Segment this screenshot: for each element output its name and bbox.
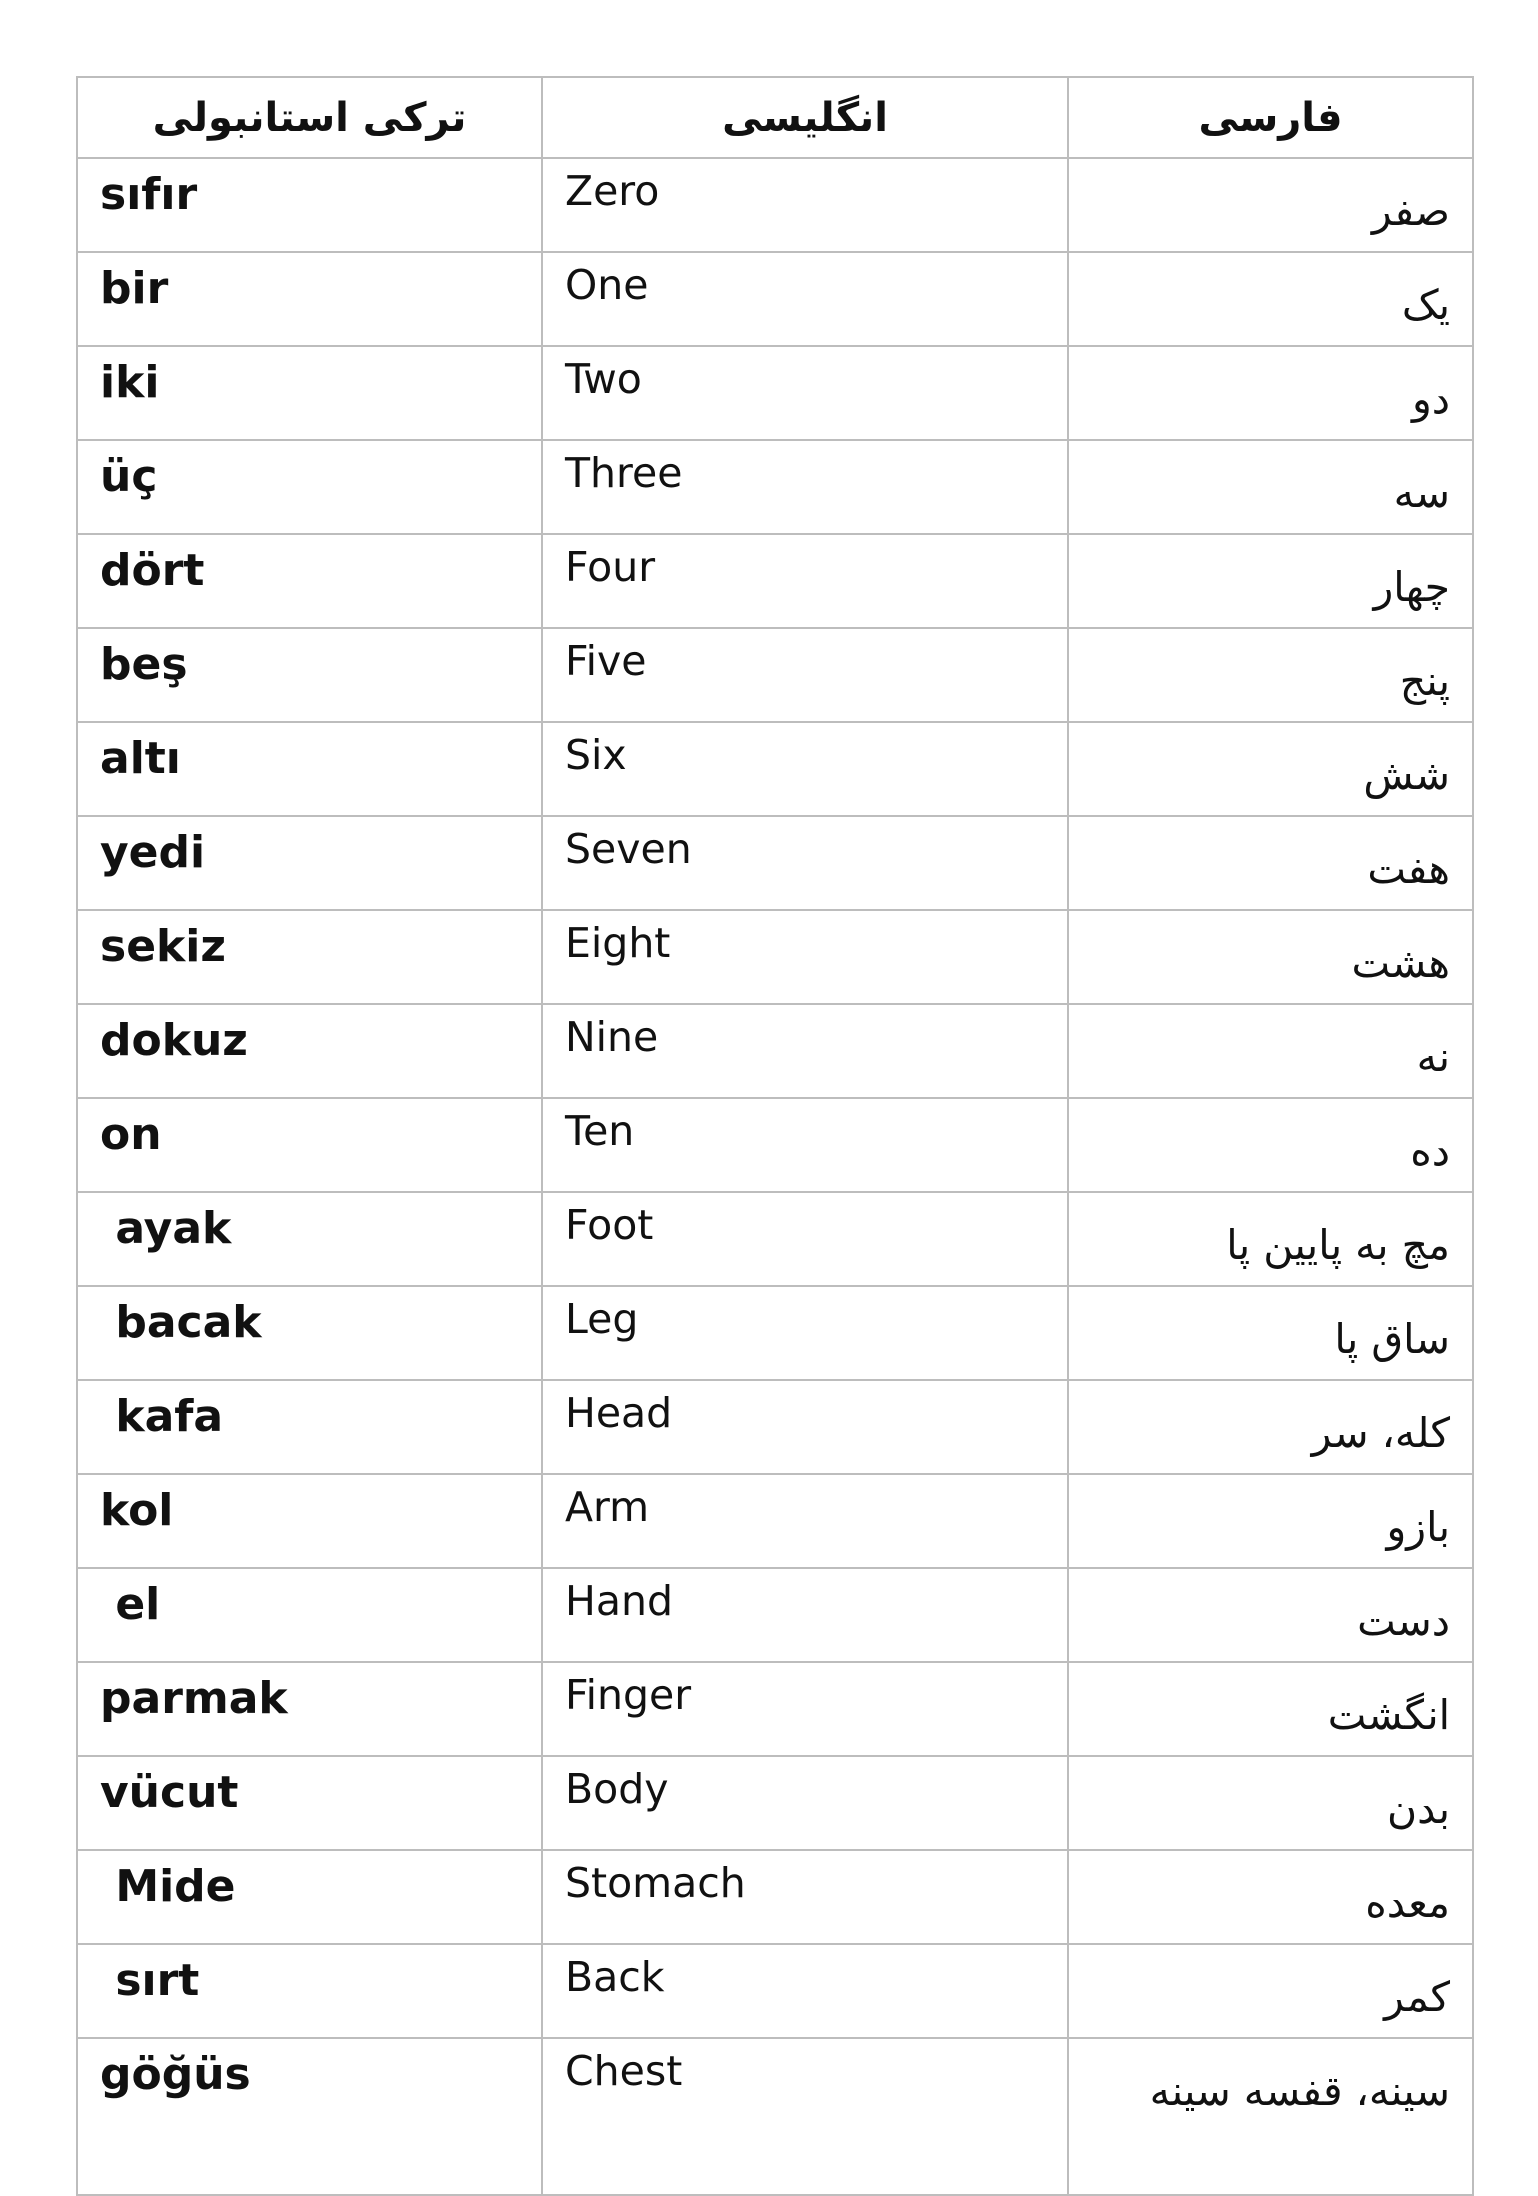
- header-turkish: ترکی استانبولی: [77, 77, 542, 158]
- turkish-word: sırt: [77, 1944, 542, 2038]
- persian-word: ده: [1068, 1098, 1473, 1192]
- english-word: Six: [542, 722, 1068, 816]
- table-row: [77, 722, 1473, 816]
- header-english: انگلیسی: [542, 77, 1068, 158]
- persian-word: سینه، قفسه سینه: [1068, 2038, 1473, 2195]
- english-word: Stomach: [542, 1850, 1068, 1944]
- table-row: [77, 346, 1473, 440]
- english-word: Three: [542, 440, 1068, 534]
- english-word: Five: [542, 628, 1068, 722]
- english-word: Seven: [542, 816, 1068, 910]
- turkish-word: ayak: [77, 1192, 542, 1286]
- vocabulary-table: [76, 76, 1474, 2196]
- table-row: [77, 1474, 1473, 1568]
- turkish-word: dokuz: [77, 1004, 542, 1098]
- turkish-word: altı: [77, 722, 542, 816]
- persian-word: کله، سر: [1068, 1380, 1473, 1474]
- persian-word: بدن: [1068, 1756, 1473, 1850]
- persian-word: پنج: [1068, 628, 1473, 722]
- turkish-word: bacak: [77, 1286, 542, 1380]
- table-row: [77, 2038, 1473, 2195]
- turkish-word: sekiz: [77, 910, 542, 1004]
- persian-word: دو: [1068, 346, 1473, 440]
- english-word: Finger: [542, 1662, 1068, 1756]
- persian-word: سه: [1068, 440, 1473, 534]
- table-row: [77, 1568, 1473, 1662]
- english-word: Foot: [542, 1192, 1068, 1286]
- turkish-word: beş: [77, 628, 542, 722]
- header-persian: فارسی: [1068, 77, 1473, 158]
- english-word: Four: [542, 534, 1068, 628]
- english-word: Eight: [542, 910, 1068, 1004]
- english-word: Nine: [542, 1004, 1068, 1098]
- persian-word: کمر: [1068, 1944, 1473, 2038]
- table-row: [77, 816, 1473, 910]
- persian-word: معده: [1068, 1850, 1473, 1944]
- turkish-word: üç: [77, 440, 542, 534]
- persian-word: ساق پا: [1068, 1286, 1473, 1380]
- turkish-word: parmak: [77, 1662, 542, 1756]
- english-word: Head: [542, 1380, 1068, 1474]
- persian-word: یک: [1068, 252, 1473, 346]
- table-row: [77, 440, 1473, 534]
- english-word: Arm: [542, 1474, 1068, 1568]
- english-word: Hand: [542, 1568, 1068, 1662]
- table-row: [77, 1380, 1473, 1474]
- english-word: Leg: [542, 1286, 1068, 1380]
- persian-word: هشت: [1068, 910, 1473, 1004]
- table-row: [77, 1850, 1473, 1944]
- persian-word: بازو: [1068, 1474, 1473, 1568]
- english-word: Back: [542, 1944, 1068, 2038]
- english-word: Two: [542, 346, 1068, 440]
- turkish-word: kol: [77, 1474, 542, 1568]
- turkish-word: kafa: [77, 1380, 542, 1474]
- table-row: [77, 252, 1473, 346]
- persian-word: مچ به پایین پا: [1068, 1192, 1473, 1286]
- table-row: [77, 1098, 1473, 1192]
- english-word: Chest: [542, 2038, 1068, 2195]
- table-row: [77, 1944, 1473, 2038]
- table-row: [77, 1662, 1473, 1756]
- turkish-word: iki: [77, 346, 542, 440]
- turkish-word: Mide: [77, 1850, 542, 1944]
- table-row: [77, 1192, 1473, 1286]
- persian-word: انگشت: [1068, 1662, 1473, 1756]
- turkish-word: yedi: [77, 816, 542, 910]
- turkish-word: vücut: [77, 1756, 542, 1850]
- persian-word: هفت: [1068, 816, 1473, 910]
- persian-word: شش: [1068, 722, 1473, 816]
- table-row: [77, 158, 1473, 252]
- table-row: [77, 534, 1473, 628]
- table-row: [77, 1004, 1473, 1098]
- header-row: [77, 77, 1473, 158]
- turkish-word: sıfır: [77, 158, 542, 252]
- turkish-word: dört: [77, 534, 542, 628]
- english-word: Zero: [542, 158, 1068, 252]
- turkish-word: göğüs: [77, 2038, 542, 2195]
- table-row: [77, 628, 1473, 722]
- table-row: [77, 1286, 1473, 1380]
- persian-word: صفر: [1068, 158, 1473, 252]
- english-word: Body: [542, 1756, 1068, 1850]
- turkish-word: el: [77, 1568, 542, 1662]
- persian-word: دست: [1068, 1568, 1473, 1662]
- turkish-word: bir: [77, 252, 542, 346]
- table-row: [77, 910, 1473, 1004]
- table-row: [77, 1756, 1473, 1850]
- turkish-word: on: [77, 1098, 542, 1192]
- english-word: One: [542, 252, 1068, 346]
- persian-word: نه: [1068, 1004, 1473, 1098]
- english-word: Ten: [542, 1098, 1068, 1192]
- persian-word: چهار: [1068, 534, 1473, 628]
